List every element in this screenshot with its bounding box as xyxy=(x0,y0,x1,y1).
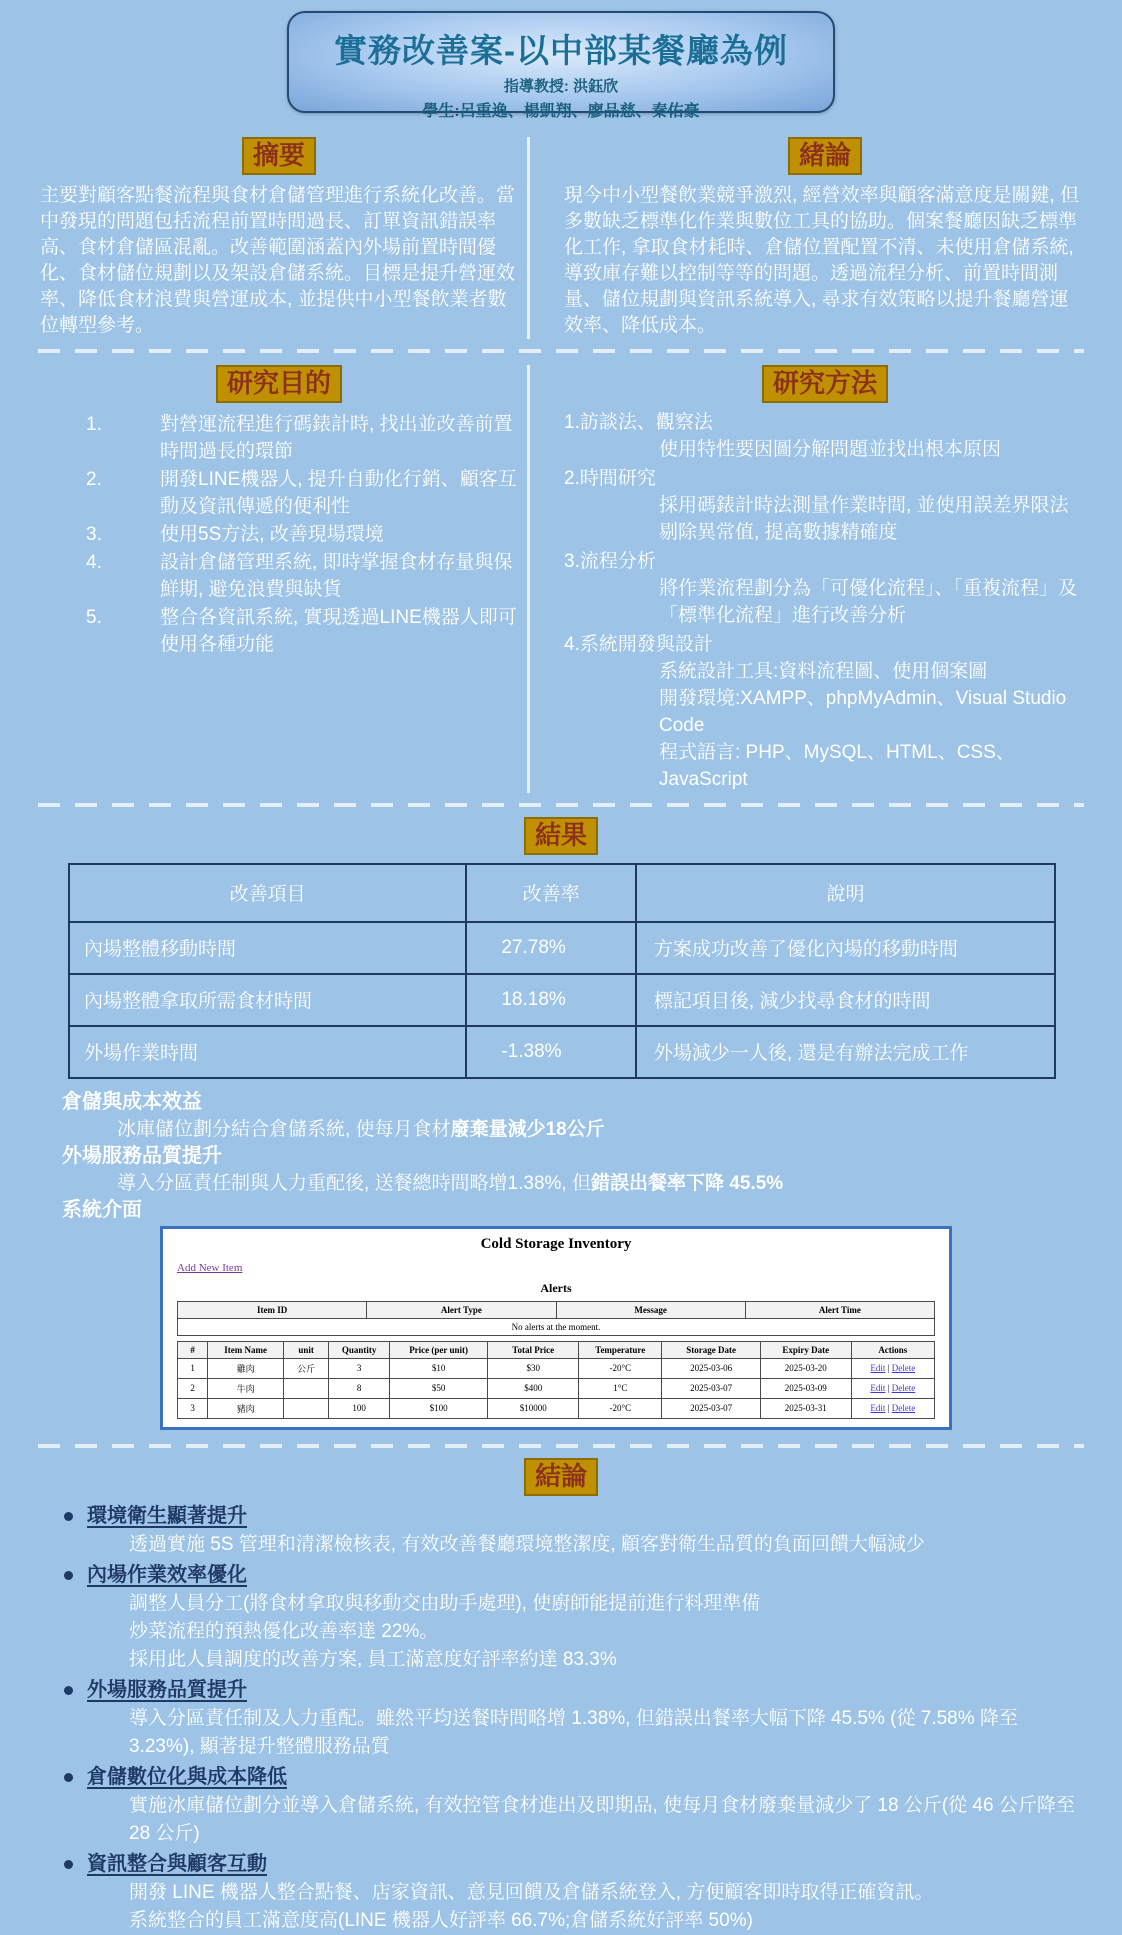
inventory-cell: 2025-03-07 xyxy=(662,1398,760,1418)
bullet-line: 透過實施 5S 管理和清潔檢核表, 有效改善餐廳環境整潔度, 顧客對衛生品質的負面回饋大幅減少 xyxy=(129,1533,925,1555)
result-desc: 方案成功改善了優化內場的移動時間 xyxy=(636,922,1055,974)
links-separator: | xyxy=(887,1383,890,1394)
method-heading: 2.時間研究 xyxy=(564,467,656,489)
alerts-col-header: Message xyxy=(556,1301,745,1318)
bullet-line: 開發 LINE 機器人整合點餐、店家資訊、意見回饋及倉儲系統登入, 方便顧客即時取得正確資訊。 xyxy=(129,1881,934,1903)
result-item: 內場整體移動時間 xyxy=(69,922,466,974)
conclusion-bullet xyxy=(64,1850,1122,1935)
note-text-bold: 錯誤出餐率下降 45.5% xyxy=(591,1172,784,1194)
bullet-line: 調整人員分工(將食材拿取與移動交由助手處理), 使廚師能提前進行料理準備 xyxy=(129,1592,761,1614)
bullet-dot-icon xyxy=(64,1571,73,1580)
objective-text: 使用5S方法, 改善現場環境 xyxy=(160,523,384,545)
inventory-cell: 2025-03-07 xyxy=(662,1378,760,1398)
inventory-cell: 8 xyxy=(329,1378,390,1398)
inventory-actions xyxy=(851,1358,934,1378)
bullet-dot-icon xyxy=(64,1686,73,1695)
inventory-cell: 雞肉 xyxy=(208,1358,284,1378)
objective-number: 4. xyxy=(86,551,102,573)
dashed-separator xyxy=(38,349,1084,353)
result-desc: 標記項目後, 減少找尋食材的時間 xyxy=(636,974,1055,1026)
delete-link[interactable]: Delete xyxy=(891,1403,916,1414)
methods-section xyxy=(564,365,1086,793)
conclusion-heading: 結論 xyxy=(524,1458,598,1496)
inventory-cell: 公斤 xyxy=(283,1358,328,1378)
note-text: 冰庫儲位劃分結合倉儲系統, 使每月食材 xyxy=(117,1118,451,1140)
result-item: 內場整體拿取所需食材時間 xyxy=(69,974,466,1026)
alerts-empty-message: No alerts at the moment. xyxy=(178,1318,935,1335)
bullet-dot-icon xyxy=(64,1512,73,1521)
objective-item xyxy=(40,604,518,658)
inventory-cell: 3 xyxy=(178,1398,208,1418)
results-col-header: 改善項目 xyxy=(69,864,466,922)
bullet-dot-icon xyxy=(64,1860,73,1869)
alerts-col-header: Alert Time xyxy=(745,1301,934,1318)
objective-text: 對營運流程進行碼錶計時, 找出並改善前置時間過長的環節 xyxy=(160,413,513,462)
objective-text: 開發LINE機器人, 提升自動化行銷、顧客互動及資訊傳遞的便利性 xyxy=(160,468,517,517)
inventory-cell: -20°C xyxy=(579,1398,662,1418)
advisor-line: 指導教授: 洪鈺欣 xyxy=(503,78,619,95)
inventory-actions xyxy=(851,1378,934,1398)
objective-item xyxy=(40,466,518,520)
note-heading: 外場服務品質提升 xyxy=(62,1144,222,1167)
inventory-table xyxy=(177,1341,935,1419)
edit-link[interactable]: Edit xyxy=(870,1363,886,1374)
method-heading: 1.訪談法、觀察法 xyxy=(564,411,713,433)
bullet-title: 資訊整合與顧客互動 xyxy=(87,1852,267,1875)
inventory-title: Cold Storage Inventory xyxy=(480,1235,632,1252)
objectives-section xyxy=(40,365,518,793)
results-col-header: 說明 xyxy=(636,864,1055,922)
alerts-header-row xyxy=(178,1301,935,1318)
intro-heading: 緒論 xyxy=(788,137,862,175)
table-row xyxy=(69,1026,1055,1078)
inventory-col-header: # xyxy=(178,1341,208,1358)
method-line: 開發環境:XAMPP、phpMyAdmin、Visual Studio Code xyxy=(659,687,1067,736)
inventory-cell: 1 xyxy=(178,1358,208,1378)
abstract-text: 主要對顧客點餐流程與食材倉儲管理進行系統化改善。當中發現的問題包括流程前置時間過長、訂單資訊錯誤率高、食材倉儲區混亂。改善範圍涵蓋內外場前置時間優化、食材儲位規劃以及架設倉儲系統。目標是提升營運效率、降低食材浪費與營運成本, 並提供中小型餐飲業者數位轉型參考。 xyxy=(40,184,516,336)
dashed-separator xyxy=(38,803,1084,807)
inventory-row xyxy=(178,1378,935,1398)
results-header-row xyxy=(69,864,1055,922)
bullet-title: 倉儲數位化與成本降低 xyxy=(87,1765,287,1788)
inventory-cell: 2025-03-31 xyxy=(760,1398,851,1418)
note-text: 導入分區責任制與人力重配後, 送餐總時間略增1.38%, 但 xyxy=(117,1172,591,1194)
inventory-cell: $100 xyxy=(389,1398,487,1418)
objectives-methods-row xyxy=(0,365,1122,793)
abstract-intro-row xyxy=(0,137,1122,339)
column-divider xyxy=(527,137,530,339)
objective-text: 設計倉儲管理系統, 即時掌握食材存量與保鮮期, 避免浪費與缺貨 xyxy=(160,551,513,600)
result-rate: -1.38% xyxy=(466,1026,636,1078)
conclusion-bullet xyxy=(64,1676,1122,1761)
objective-number: 1. xyxy=(86,413,102,435)
inventory-col-header: Item Name xyxy=(208,1341,284,1358)
objective-item xyxy=(40,549,518,603)
objective-text: 整合各資訊系統, 實現透過LINE機器人即可使用各種功能 xyxy=(160,606,517,655)
method-line: 系統設計工具:資料流程圖、使用個案圖 xyxy=(659,660,988,682)
conclusion-bullet xyxy=(64,1561,1122,1674)
abstract-heading: 摘要 xyxy=(242,137,316,175)
alerts-col-header: Item ID xyxy=(178,1301,367,1318)
method-line: 將作業流程劃分為「可優化流程」、「重複流程」及「標準化流程」進行改善分析 xyxy=(659,577,1078,626)
bullet-line: 採用此人員調度的改善方案, 員工滿意度好評率約達 83.3% xyxy=(129,1648,617,1670)
objective-item xyxy=(40,411,518,465)
objective-number: 2. xyxy=(86,468,102,490)
inventory-cell: 3 xyxy=(329,1358,390,1378)
inventory-col-header: Storage Date xyxy=(662,1341,760,1358)
inventory-screenshot-panel xyxy=(160,1226,952,1430)
inventory-cell: 豬肉 xyxy=(208,1398,284,1418)
links-separator: | xyxy=(887,1403,890,1414)
inventory-col-header: Quantity xyxy=(329,1341,390,1358)
inventory-cell: 2 xyxy=(178,1378,208,1398)
conclusion-bullet xyxy=(64,1763,1122,1848)
results-notes xyxy=(62,1089,1122,1224)
objective-item xyxy=(40,521,518,548)
method-line: 程式語言: PHP、MySQL、HTML、CSS、JavaScript xyxy=(659,741,1015,790)
bullet-title: 外場服務品質提升 xyxy=(87,1678,247,1701)
methods-heading: 研究方法 xyxy=(762,365,888,403)
note-line xyxy=(62,1116,1122,1143)
delete-link[interactable]: Delete xyxy=(891,1363,916,1374)
bullet-line: 實施冰庫儲位劃分並導入倉儲系統, 有效控管食材進出及即期品, 使每月食材廢棄量減少了 18 公斤(從 46 公斤降至 28 公斤) xyxy=(129,1794,1075,1844)
edit-link[interactable]: Edit xyxy=(870,1383,886,1394)
result-rate: 27.78% xyxy=(466,922,636,974)
inventory-cell: $50 xyxy=(389,1378,487,1398)
inventory-col-header: Expiry Date xyxy=(760,1341,851,1358)
inventory-header-row xyxy=(178,1341,935,1358)
result-rate: 18.18% xyxy=(466,974,636,1026)
inventory-col-header: Price (per unit) xyxy=(389,1341,487,1358)
method-line: 使用特性要因圖分解問題並找出根本原因 xyxy=(659,438,1002,460)
inventory-col-header: Actions xyxy=(851,1341,934,1358)
dashed-separator xyxy=(38,1444,1084,1448)
inventory-actions xyxy=(851,1398,934,1418)
note-line xyxy=(62,1170,1122,1197)
add-new-item-link[interactable]: Add New Item xyxy=(177,1261,243,1274)
inventory-cell: -20°C xyxy=(579,1358,662,1378)
students-line: 學生:呂重逸、楊凱翔、廖品慈、秦佑豪 xyxy=(422,103,700,120)
result-desc: 外場減少一人後, 還是有辦法完成工作 xyxy=(636,1026,1055,1078)
inventory-cell: 2025-03-06 xyxy=(662,1358,760,1378)
links-separator: | xyxy=(887,1363,890,1374)
edit-link[interactable]: Edit xyxy=(870,1403,886,1414)
inventory-cell xyxy=(283,1398,328,1418)
inventory-cell: 1°C xyxy=(579,1378,662,1398)
inventory-cell: 2025-03-09 xyxy=(760,1378,851,1398)
bullet-dot-icon xyxy=(64,1773,73,1782)
inventory-cell: $400 xyxy=(488,1378,579,1398)
inventory-row xyxy=(178,1398,935,1418)
bullet-line: 炒菜流程的預熱優化改善率達 22%。 xyxy=(129,1620,439,1642)
note-text-bold: 廢棄量減少18公斤 xyxy=(450,1118,605,1140)
inventory-col-header: Total Price xyxy=(488,1341,579,1358)
bullet-line: 導入分區責任制及人力重配。雖然平均送餐時間略增 1.38%, 但錯誤出餐率大幅下降 45.5% (從 7.58% 降至 3.23%), 顯著提升整體服務品質 xyxy=(129,1707,1018,1757)
results-col-header: 改善率 xyxy=(466,864,636,922)
intro-section xyxy=(564,137,1086,339)
alerts-table xyxy=(177,1301,935,1336)
note-heading: 倉儲與成本效益 xyxy=(62,1090,202,1113)
inventory-cell: $10 xyxy=(389,1358,487,1378)
result-item: 外場作業時間 xyxy=(69,1026,466,1078)
method-heading: 4.系統開發與設計 xyxy=(564,633,713,655)
inventory-cell: 100 xyxy=(329,1398,390,1418)
poster-title-box xyxy=(287,11,835,120)
abstract-section xyxy=(40,137,518,339)
conclusion-section xyxy=(0,1502,1122,1935)
results-heading: 結果 xyxy=(524,817,598,855)
bullet-title: 環境衛生顯著提升 xyxy=(87,1504,247,1527)
conclusion-bullet xyxy=(64,1502,1122,1559)
alerts-title: Alerts xyxy=(540,1280,572,1295)
objectives-heading: 研究目的 xyxy=(216,365,342,403)
table-row xyxy=(69,922,1055,974)
note-heading: 系統介面 xyxy=(62,1198,142,1221)
inventory-cell: 2025-03-20 xyxy=(760,1358,851,1378)
delete-link[interactable]: Delete xyxy=(891,1383,916,1394)
inventory-row xyxy=(178,1358,935,1378)
table-row xyxy=(69,974,1055,1026)
inventory-cell: $10000 xyxy=(488,1398,579,1418)
method-heading: 3.流程分析 xyxy=(564,550,656,572)
bullet-title: 內場作業效率優化 xyxy=(87,1563,247,1586)
column-divider xyxy=(527,365,530,793)
bullet-line: 系統整合的員工滿意度高(LINE 機器人好評率 66.7%;倉儲系統好評率 50%) xyxy=(129,1909,753,1931)
inventory-cell: $30 xyxy=(488,1358,579,1378)
results-table xyxy=(68,863,1056,1079)
poster-title: 實務改善案-以中部某餐廳為例 xyxy=(334,32,788,69)
method-line: 採用碼錶計時法測量作業時間, 並使用誤差界限法剔除異常值, 提高數據精確度 xyxy=(659,494,1069,543)
inventory-col-header: Temperature xyxy=(579,1341,662,1358)
objective-number: 5. xyxy=(86,606,102,628)
intro-text: 現今中小型餐飲業競爭激烈, 經營效率與顧客滿意度是關鍵, 但多數缺乏標準化作業與數位工具的協助。個案餐廳因缺乏標準化工作, 拿取食材耗時、倉儲位置配置不清、未使用倉儲系統, 導致庫存難以控制等等的問題。透過流程分析、前置時間測量、儲位規劃與資訊系統導入, 尋求有效策略以提升餐廳營運效率、降低成本。 xyxy=(564,184,1080,336)
alerts-empty-row xyxy=(178,1318,935,1335)
inventory-col-header: unit xyxy=(283,1341,328,1358)
inventory-cell: 牛肉 xyxy=(208,1378,284,1398)
objective-number: 3. xyxy=(86,523,102,545)
alerts-col-header: Alert Type xyxy=(367,1301,556,1318)
inventory-cell xyxy=(283,1378,328,1398)
